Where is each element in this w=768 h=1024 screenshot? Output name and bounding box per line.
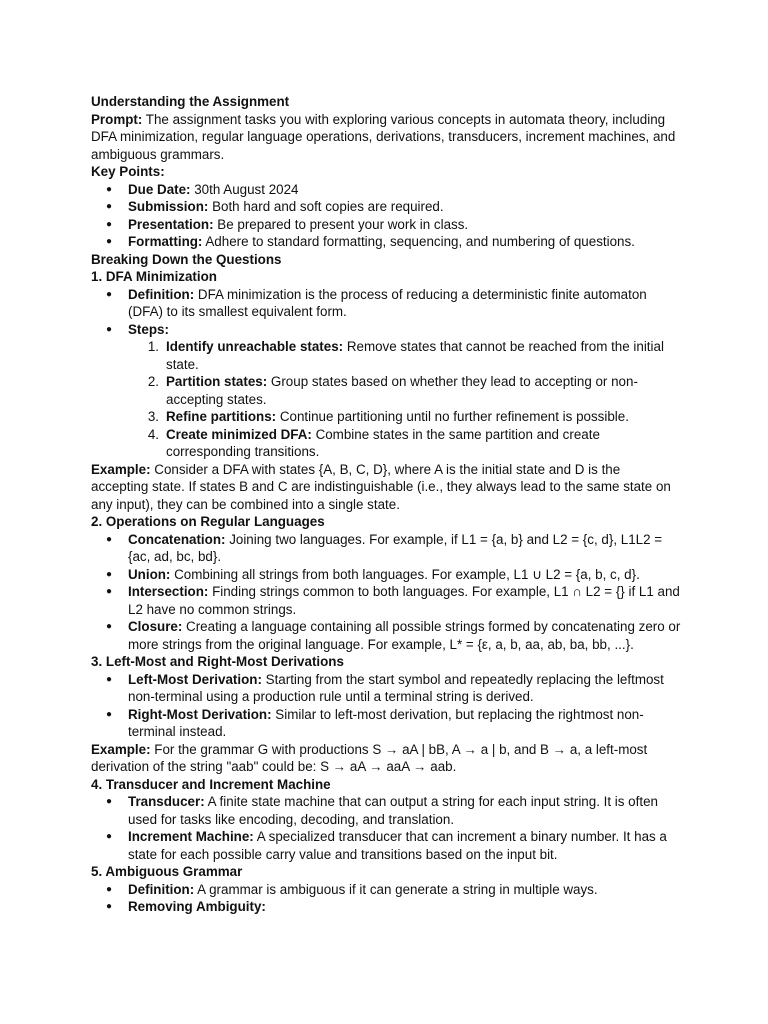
section-heading: 1. DFA Minimization [91, 269, 217, 284]
list-item: ● Intersection: Finding strings common to both languages. For example, L1 ∩ L2 = {} if L1 and L2 have no common strings. [91, 583, 681, 618]
step-item: 4. Create minimized DFA: Combine states in the same partition and create corresponding transitions. [147, 426, 600, 459]
breaking-down-heading: Breaking Down the Questions [91, 251, 282, 267]
list-item: ● Concatenation: Joining two languages. For example, if L1 = {a, b} and L2 = {c, d}, L1L2 = {ac, ad, bc, bd}. [91, 531, 681, 566]
list-item: ● Removing Ambiguity: [91, 898, 681, 916]
step-item: 2. Partition states: Group states based on whether they lead to accepting or non-accepting states. [147, 374, 638, 407]
list-item: ● Presentation: Be prepared to present your work in class. [91, 216, 681, 234]
example-paragraph: Example: Consider a DFA with states {A, B, C, D}, where A is the initial state and D is the accepting state. If states B and C are indistinguishable (i.e., they always lead to the same state on any input), they can be combined into a single state. [91, 461, 671, 512]
section-list [91, 286, 681, 339]
list-item: ● Increment Machine: A specialized transducer that can increment a binary number. It has a state for each possible carry value and transitions based on the input bit. [91, 828, 681, 863]
list-item: ● Transducer: A finite state machine that can output a string for each input string. It is often used for tasks like encoding, decoding, and translation. [91, 793, 681, 828]
section-list [91, 671, 681, 741]
list-item: ● Definition: A grammar is ambiguous if it can generate a string in multiple ways. [91, 881, 681, 899]
section-list [91, 881, 681, 916]
key-points-heading: Key Points: [91, 164, 165, 179]
prompt-paragraph: Prompt: The assignment tasks you with exploring various concepts in automata theory, including DFA minimization, regular language operations, derivations, transducers, increment machines, and ambiguous grammars. [91, 111, 676, 162]
section-heading: 2. Operations on Regular Languages [91, 514, 325, 529]
steps-list [91, 338, 681, 461]
key-points-list [91, 181, 681, 251]
section-heading: 5. Ambiguous Grammar [91, 864, 243, 879]
document [91, 93, 681, 916]
section-heading: 4. Transducer and Increment Machine [91, 776, 331, 792]
list-item: ● Submission: Both hard and soft copies are required. [91, 198, 681, 216]
list-item: ● Union: Combining all strings from both languages. For example, L1 ∪ L2 = {a, b, c, d}. [91, 566, 681, 584]
list-item: ● Due Date: 30th August 2024 [91, 181, 681, 199]
section-list [91, 793, 681, 863]
step-item: 1. Identify unreachable states: Remove states that cannot be reached from the initial state. [147, 339, 664, 372]
doc-title: Understanding the Assignment [91, 94, 290, 109]
list-item: ● Right-Most Derivation: Similar to left-most derivation, but replacing the rightmost non-terminal instead. [91, 706, 681, 741]
example-paragraph: Example: For the grammar G with productions S → aA | bB, A → a | b, and B → a, a left-most derivation of the string "aab" could be: S → aA → aaA → aab. [91, 741, 648, 774]
list-item: ● Definition: DFA minimization is the process of reducing a deterministic finite automaton (DFA) to its smallest equivalent form. [91, 286, 681, 321]
list-item: ● Closure: Creating a language containing all possible strings formed by concatenating zero or more strings from the original language. For example, L* = {ε, a, b, aa, ab, ba, bb, ...}. [91, 618, 681, 653]
list-item: ● Steps: [91, 321, 681, 339]
section-list [91, 531, 681, 654]
section-heading: 3. Left-Most and Right-Most Derivations [91, 654, 344, 669]
list-item: ● Left-Most Derivation: Starting from the start symbol and repeatedly replacing the leftmost non-terminal using a production rule until a terminal string is derived. [91, 671, 681, 706]
list-item: ● Formatting: Adhere to standard formatting, sequencing, and numbering of questions. [91, 233, 681, 251]
step-item: 3. Refine partitions: Continue partitioning until no further refinement is possible. [147, 409, 629, 424]
